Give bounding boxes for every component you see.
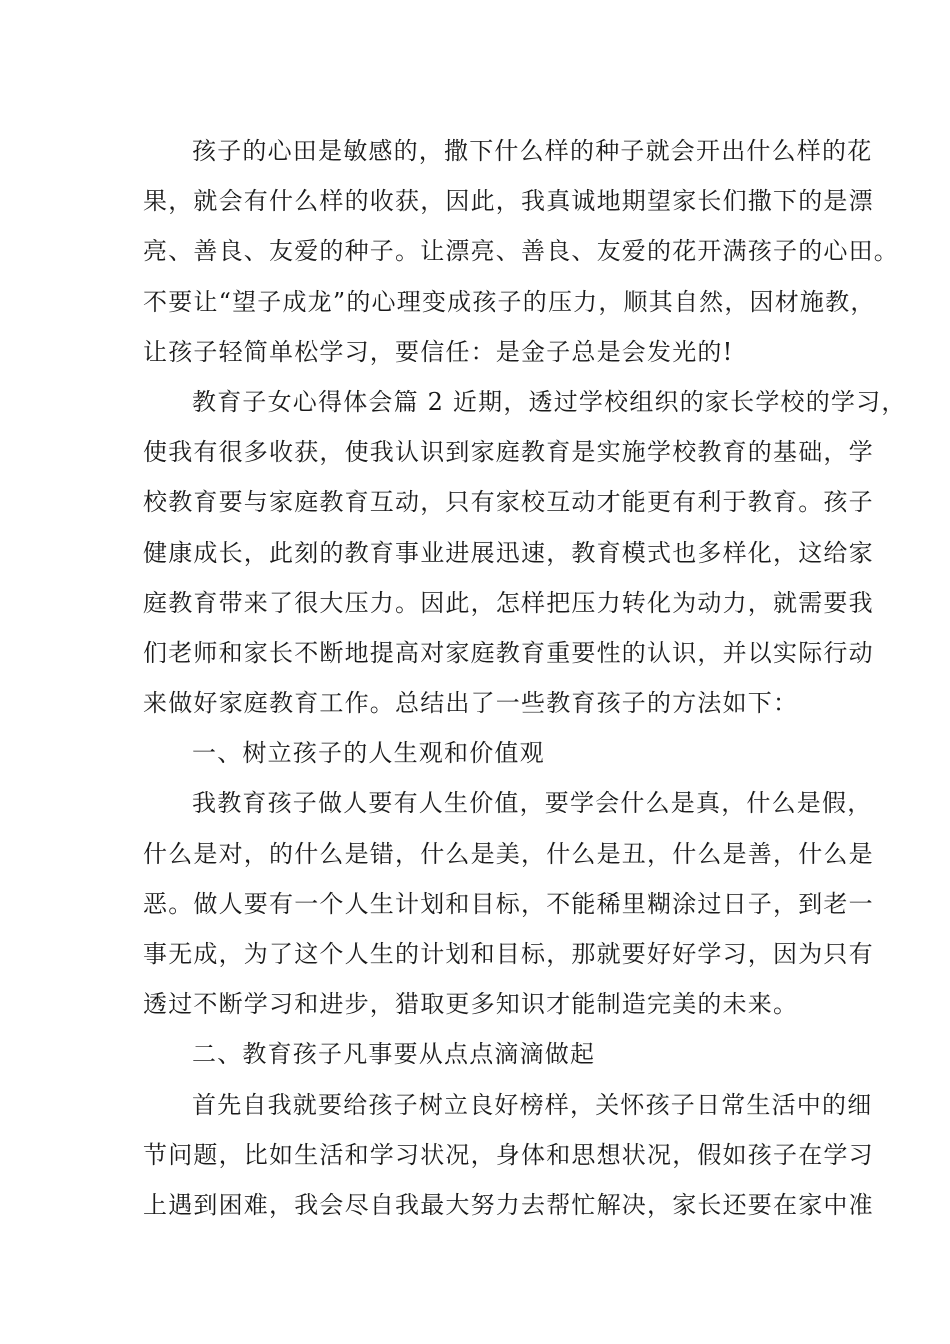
text-line: 来做好家庭教育工作。总结出了一些教育孩子的方法如下： [143,689,799,718]
paragraph [143,778,874,1029]
text-line: 健康成长，此刻的教育事业进展迅速，教育模式也多样化，这给家 [143,538,874,567]
text-line: 庭教育带来了很大压力。因此，怎样把压力转化为动力，就需要我 [143,588,874,617]
text-line: 让孩子轻简单松学习，要信任：是金子总是会发光的! [143,337,734,366]
text-line: 首先自我就要给孩子树立良好榜样，关怀孩子日常生活中的细 [192,1090,873,1119]
document-body [143,126,907,1230]
text-line: 事无成，为了这个人生的计划和目标，那就要好好学习，因为只有 [143,940,874,968]
text-line: 不要让“望子成龙”的心理变成孩子的压力，顺其自然，因材施教， [143,287,876,316]
text-line: 什么是对，的什么是错，什么是美，什么是丑，什么是善，什么是 [143,839,874,868]
text-line: 果，就会有什么样的收获，因此，我真诚地期望家长们撒下的是漂 [143,187,874,216]
text-line: 孩子的心田是敏感的，撒下什么样的种子就会开出什么样的花 [192,137,873,165]
text-line: 教育子女心得体会篇 2 近期，透过学校组织的家长学校的学习， [192,387,907,416]
heading-line: 二、教育孩子凡事要从点点滴滴做起 [192,1040,596,1069]
section-heading [143,728,823,778]
heading-line: 一、树立孩子的人生观和价值观 [192,739,545,768]
text-line: 们老师和家长不断地提高对家庭教育重要性的认识，并以实际行动 [143,638,874,667]
section-heading [143,1029,823,1079]
text-line: 校教育要与家庭教育互动，只有家校互动才能更有利于教育。孩子 [143,488,874,517]
paragraph [143,377,907,728]
text-line: 亮、善良、友爱的种子。让漂亮、善良、友爱的花开满孩子的心田。 [143,237,899,266]
text-line: 上遇到困难，我会尽自我最大努力去帮忙解决，家长还要在家中准 [143,1190,874,1219]
text-line: 使我有很多收获，使我认识到家庭教育是实施学校教育的基础，学 [143,438,874,467]
paragraph [143,1080,874,1231]
paragraph [143,126,899,377]
text-line: 我教育孩子做人要有人生价值，要学会什么是真，什么是假， [192,789,873,818]
text-line: 透过不断学习和进步，猎取更多知识才能制造完美的未来。 [143,990,799,1019]
text-line: 恶。做人要有一个人生计划和目标，不能稀里糊涂过日子，到老一 [143,889,874,918]
text-line: 节问题，比如生活和学习状况，身体和思想状况，假如孩子在学习 [143,1140,874,1169]
